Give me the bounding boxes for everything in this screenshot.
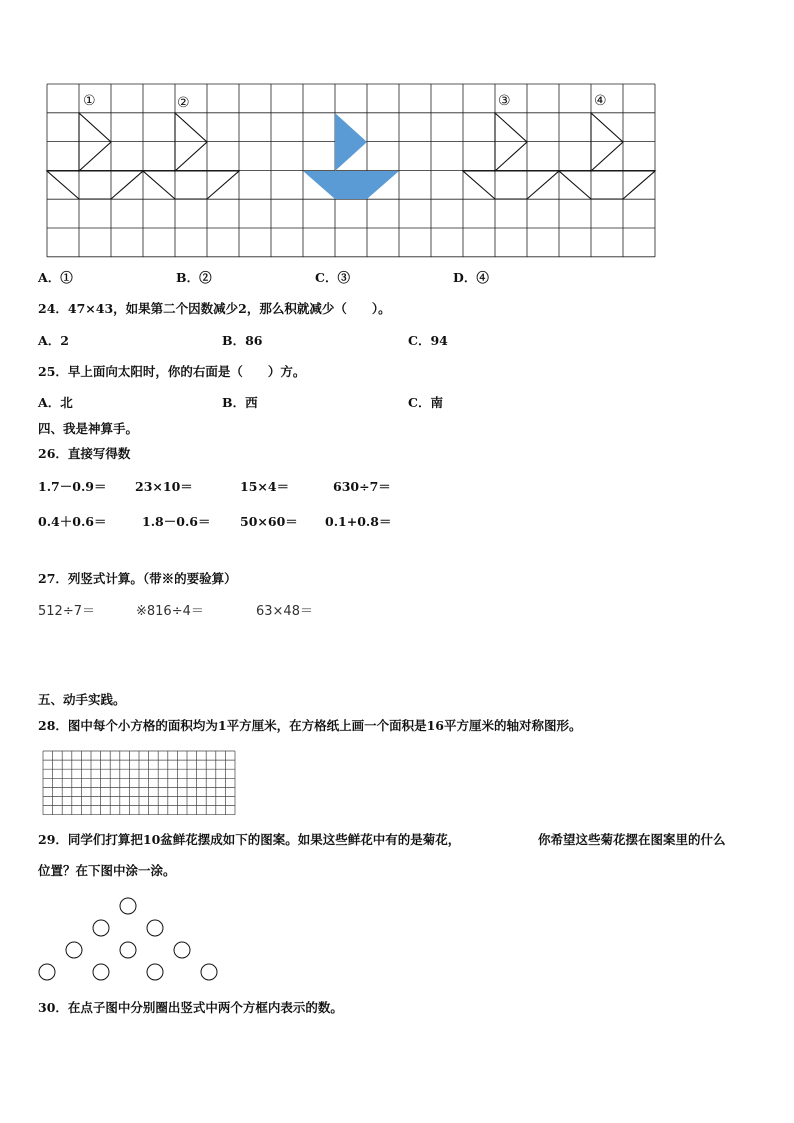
- q25-option-b: B．西: [222, 395, 258, 410]
- q27-question: 27．列竖式计算。（带※的要验算）: [38, 571, 237, 586]
- flower-circle[interactable]: [147, 964, 163, 980]
- q26-item-2: 23×10＝: [135, 479, 193, 494]
- q27-item-3: 63×48＝: [256, 604, 313, 619]
- flower-circle[interactable]: [120, 942, 136, 958]
- boat-2-hull: [143, 171, 239, 199]
- q29-question-line2: 位置？在下图中涂一涂。: [38, 863, 176, 878]
- section-5-heading: 五、动手实践。: [38, 692, 126, 707]
- q23-option-d: D．④: [453, 270, 489, 285]
- boat-4-hull: [559, 171, 655, 199]
- figure-label-2: ②: [177, 95, 190, 111]
- blue-boat-sail: [335, 113, 367, 171]
- flower-circle[interactable]: [93, 964, 109, 980]
- flower-circle[interactable]: [39, 964, 55, 980]
- q23-option-c: C．③: [315, 270, 350, 285]
- q27-item-2: ※816÷4＝: [136, 604, 204, 619]
- q29-question-line1b: 你希望这些菊花摆在图案里的什么: [538, 832, 726, 847]
- q29-question-line1a: 29．同学们打算把10盆鲜花摆成如下的图案。如果这些鲜花中有的是菊花，: [38, 832, 461, 847]
- q24-question: 24．47×43，如果第二个因数减少2，那么积就减少（ ）。: [38, 301, 391, 316]
- q26-item-6: 1.8－0.6＝: [142, 514, 211, 529]
- q26-item-4: 630÷7＝: [333, 479, 391, 494]
- q26-item-3: 15×4＝: [240, 479, 290, 494]
- q30-question: 30．在点子图中分别圈出竖式中两个方框内表示的数。: [38, 1000, 343, 1015]
- q25-option-a: A．北: [38, 395, 73, 410]
- q26-item-1: 1.7－0.9＝: [38, 479, 107, 494]
- figure-label-1: ①: [83, 93, 96, 109]
- q25-question: 25．早上面向太阳时，你的右面是（ ）方。: [38, 364, 306, 379]
- flower-circle[interactable]: [120, 898, 136, 914]
- q26-item-5: 0.4＋0.6＝: [38, 514, 107, 529]
- boat-1-hull: [47, 171, 143, 199]
- q23-option-a: A．①: [38, 270, 73, 285]
- q24-option-c: C．94: [408, 333, 448, 348]
- figure-label-4: ④: [594, 93, 607, 109]
- q26-item-8: 0.1+0.8＝: [325, 514, 392, 529]
- q26-item-7: 50×60＝: [240, 514, 298, 529]
- flower-circle[interactable]: [66, 942, 82, 958]
- q23-option-b: B．②: [176, 270, 212, 285]
- section-4-heading: 四、我是神算手。: [38, 421, 139, 436]
- boat-3-hull: [463, 171, 559, 199]
- q28-question: 28．图中每个小方格的面积均为1平方厘米，在方格纸上画一个面积是16平方厘米的轴对称图形。: [38, 718, 582, 733]
- figure-label-3: ③: [498, 93, 511, 109]
- q25-option-c: C．南: [408, 395, 443, 410]
- flower-circle[interactable]: [174, 942, 190, 958]
- q24-option-a: A．2: [38, 333, 69, 348]
- q24-option-b: B．86: [222, 333, 263, 348]
- q27-item-1: 512÷7＝: [38, 604, 95, 619]
- blue-boat-hull: [303, 171, 399, 199]
- q26-question: 26．直接写得数: [38, 446, 131, 461]
- flower-circle[interactable]: [93, 920, 109, 936]
- grid-paper[interactable]: [41, 750, 237, 816]
- flower-circle[interactable]: [147, 920, 163, 936]
- sailboat-grid-figure: [0, 0, 794, 270]
- flower-circle[interactable]: [201, 964, 217, 980]
- flower-circle-pattern: [30, 895, 270, 985]
